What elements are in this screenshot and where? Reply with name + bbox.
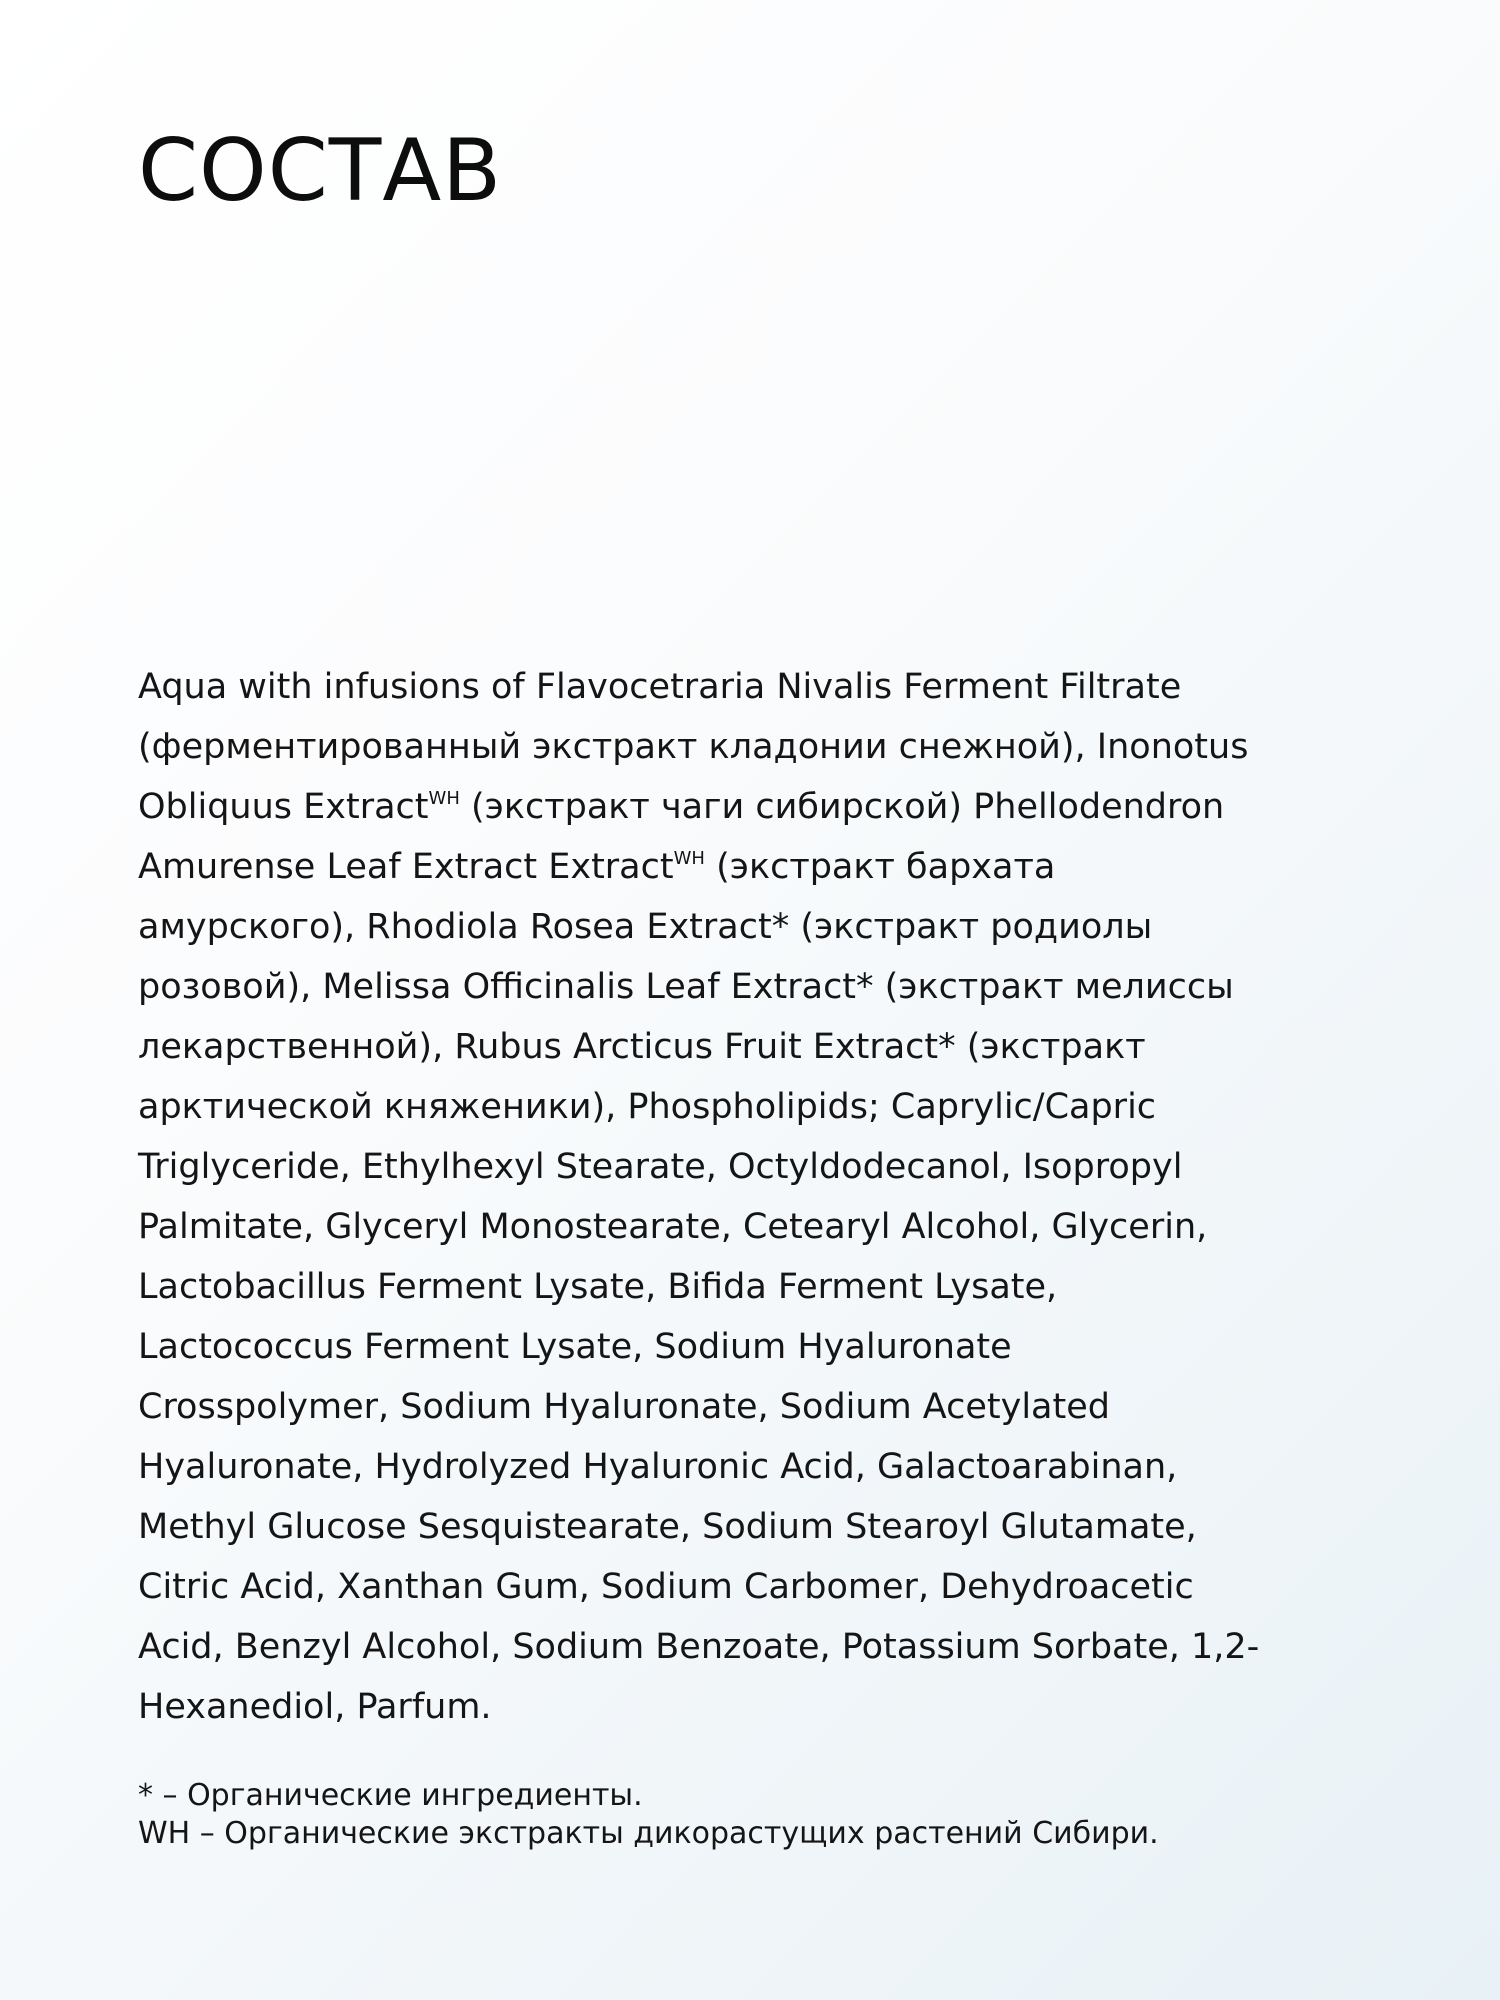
ingredients-text: Lactococcus Ferment Lysate, Sodium Hyaluronate bbox=[138, 1327, 1012, 1367]
ingredients-line bbox=[138, 1077, 1378, 1137]
ingredients-line bbox=[138, 1317, 1378, 1377]
ingredients-line bbox=[138, 1137, 1378, 1197]
ingredients-line bbox=[138, 1017, 1378, 1077]
ingredients-text: Hyaluronate, Hydrolyzed Hyaluronic Acid, Galactoarabinan, bbox=[138, 1447, 1178, 1487]
footnotes bbox=[138, 1777, 1159, 1853]
ingredients-text: Hexanediol, Parfum. bbox=[138, 1687, 492, 1727]
ingredients-text: Aqua with infusions of Flavocetraria Nivalis Ferment Filtrate bbox=[138, 667, 1182, 707]
ingredients-text: Palmitate, Glyceryl Monostearate, Cetearyl Alcohol, Glycerin, bbox=[138, 1207, 1208, 1247]
ingredients-text: арктической княженики), Phospholipids; Caprylic/Capric bbox=[138, 1087, 1157, 1127]
ingredients-line bbox=[138, 657, 1378, 717]
ingredients-text: амурского), Rhodiola Rosea Extract* (экстракт родиолы bbox=[138, 907, 1153, 947]
ingredients-line bbox=[138, 957, 1378, 1017]
ingredients-line bbox=[138, 1197, 1378, 1257]
ingredients-text: (экстракт чаги сибирской) Phellodendron bbox=[459, 787, 1225, 827]
ingredients-line bbox=[138, 1437, 1378, 1497]
ingredients-list bbox=[138, 657, 1378, 1737]
wh-superscript: WH bbox=[673, 848, 705, 869]
ingredients-text: розовой), Melissa Officinalis Leaf Extract* (экстракт мелиссы bbox=[138, 967, 1234, 1007]
ingredients-text: Lactobacillus Ferment Lysate, Bifida Ferment Lysate, bbox=[138, 1267, 1058, 1307]
ingredients-line bbox=[138, 1377, 1378, 1437]
footnote-wild-harvested: WH – Органические экстракты дикорастущих растений Сибири. bbox=[138, 1816, 1159, 1851]
ingredients-text: Methyl Glucose Sesquistearate, Sodium Stearoyl Glutamate, bbox=[138, 1507, 1197, 1547]
ingredients-line bbox=[138, 1677, 1378, 1737]
ingredients-line bbox=[138, 1257, 1378, 1317]
ingredients-text: (экстракт бархата bbox=[704, 847, 1056, 887]
ingredients-text: (ферментированный экстракт кладонии снежной), Inonotus bbox=[138, 727, 1249, 767]
ingredients-text: Obliquus Extract bbox=[138, 787, 429, 827]
ingredients-line bbox=[138, 1497, 1378, 1557]
ingredients-text: Citric Acid, Xanthan Gum, Sodium Carbomer, Dehydroacetic bbox=[138, 1567, 1194, 1607]
ingredients-text: Acid, Benzyl Alcohol, Sodium Benzoate, Potassium Sorbate, 1,2- bbox=[138, 1627, 1260, 1667]
ingredients-text: Triglyceride, Ethylhexyl Stearate, Octyldodecanol, Isopropyl bbox=[138, 1147, 1183, 1187]
ingredients-line bbox=[138, 897, 1378, 957]
ingredients-line bbox=[138, 777, 1378, 837]
ingredients-line bbox=[138, 717, 1378, 777]
footnote-organic: * – Органические ингредиенты. bbox=[138, 1778, 643, 1813]
ingredients-text: Crosspolymer, Sodium Hyaluronate, Sodium Acetylated bbox=[138, 1387, 1110, 1427]
ingredients-line bbox=[138, 1617, 1378, 1677]
wh-superscript: WH bbox=[428, 788, 460, 809]
ingredients-line bbox=[138, 1557, 1378, 1617]
ingredients-text: лекарственной), Rubus Arcticus Fruit Extract* (экстракт bbox=[138, 1027, 1146, 1067]
ingredients-text: Amurense Leaf Extract Extract bbox=[138, 847, 674, 887]
ingredients-line bbox=[138, 837, 1378, 897]
page-title: СОСТАВ bbox=[138, 121, 503, 221]
